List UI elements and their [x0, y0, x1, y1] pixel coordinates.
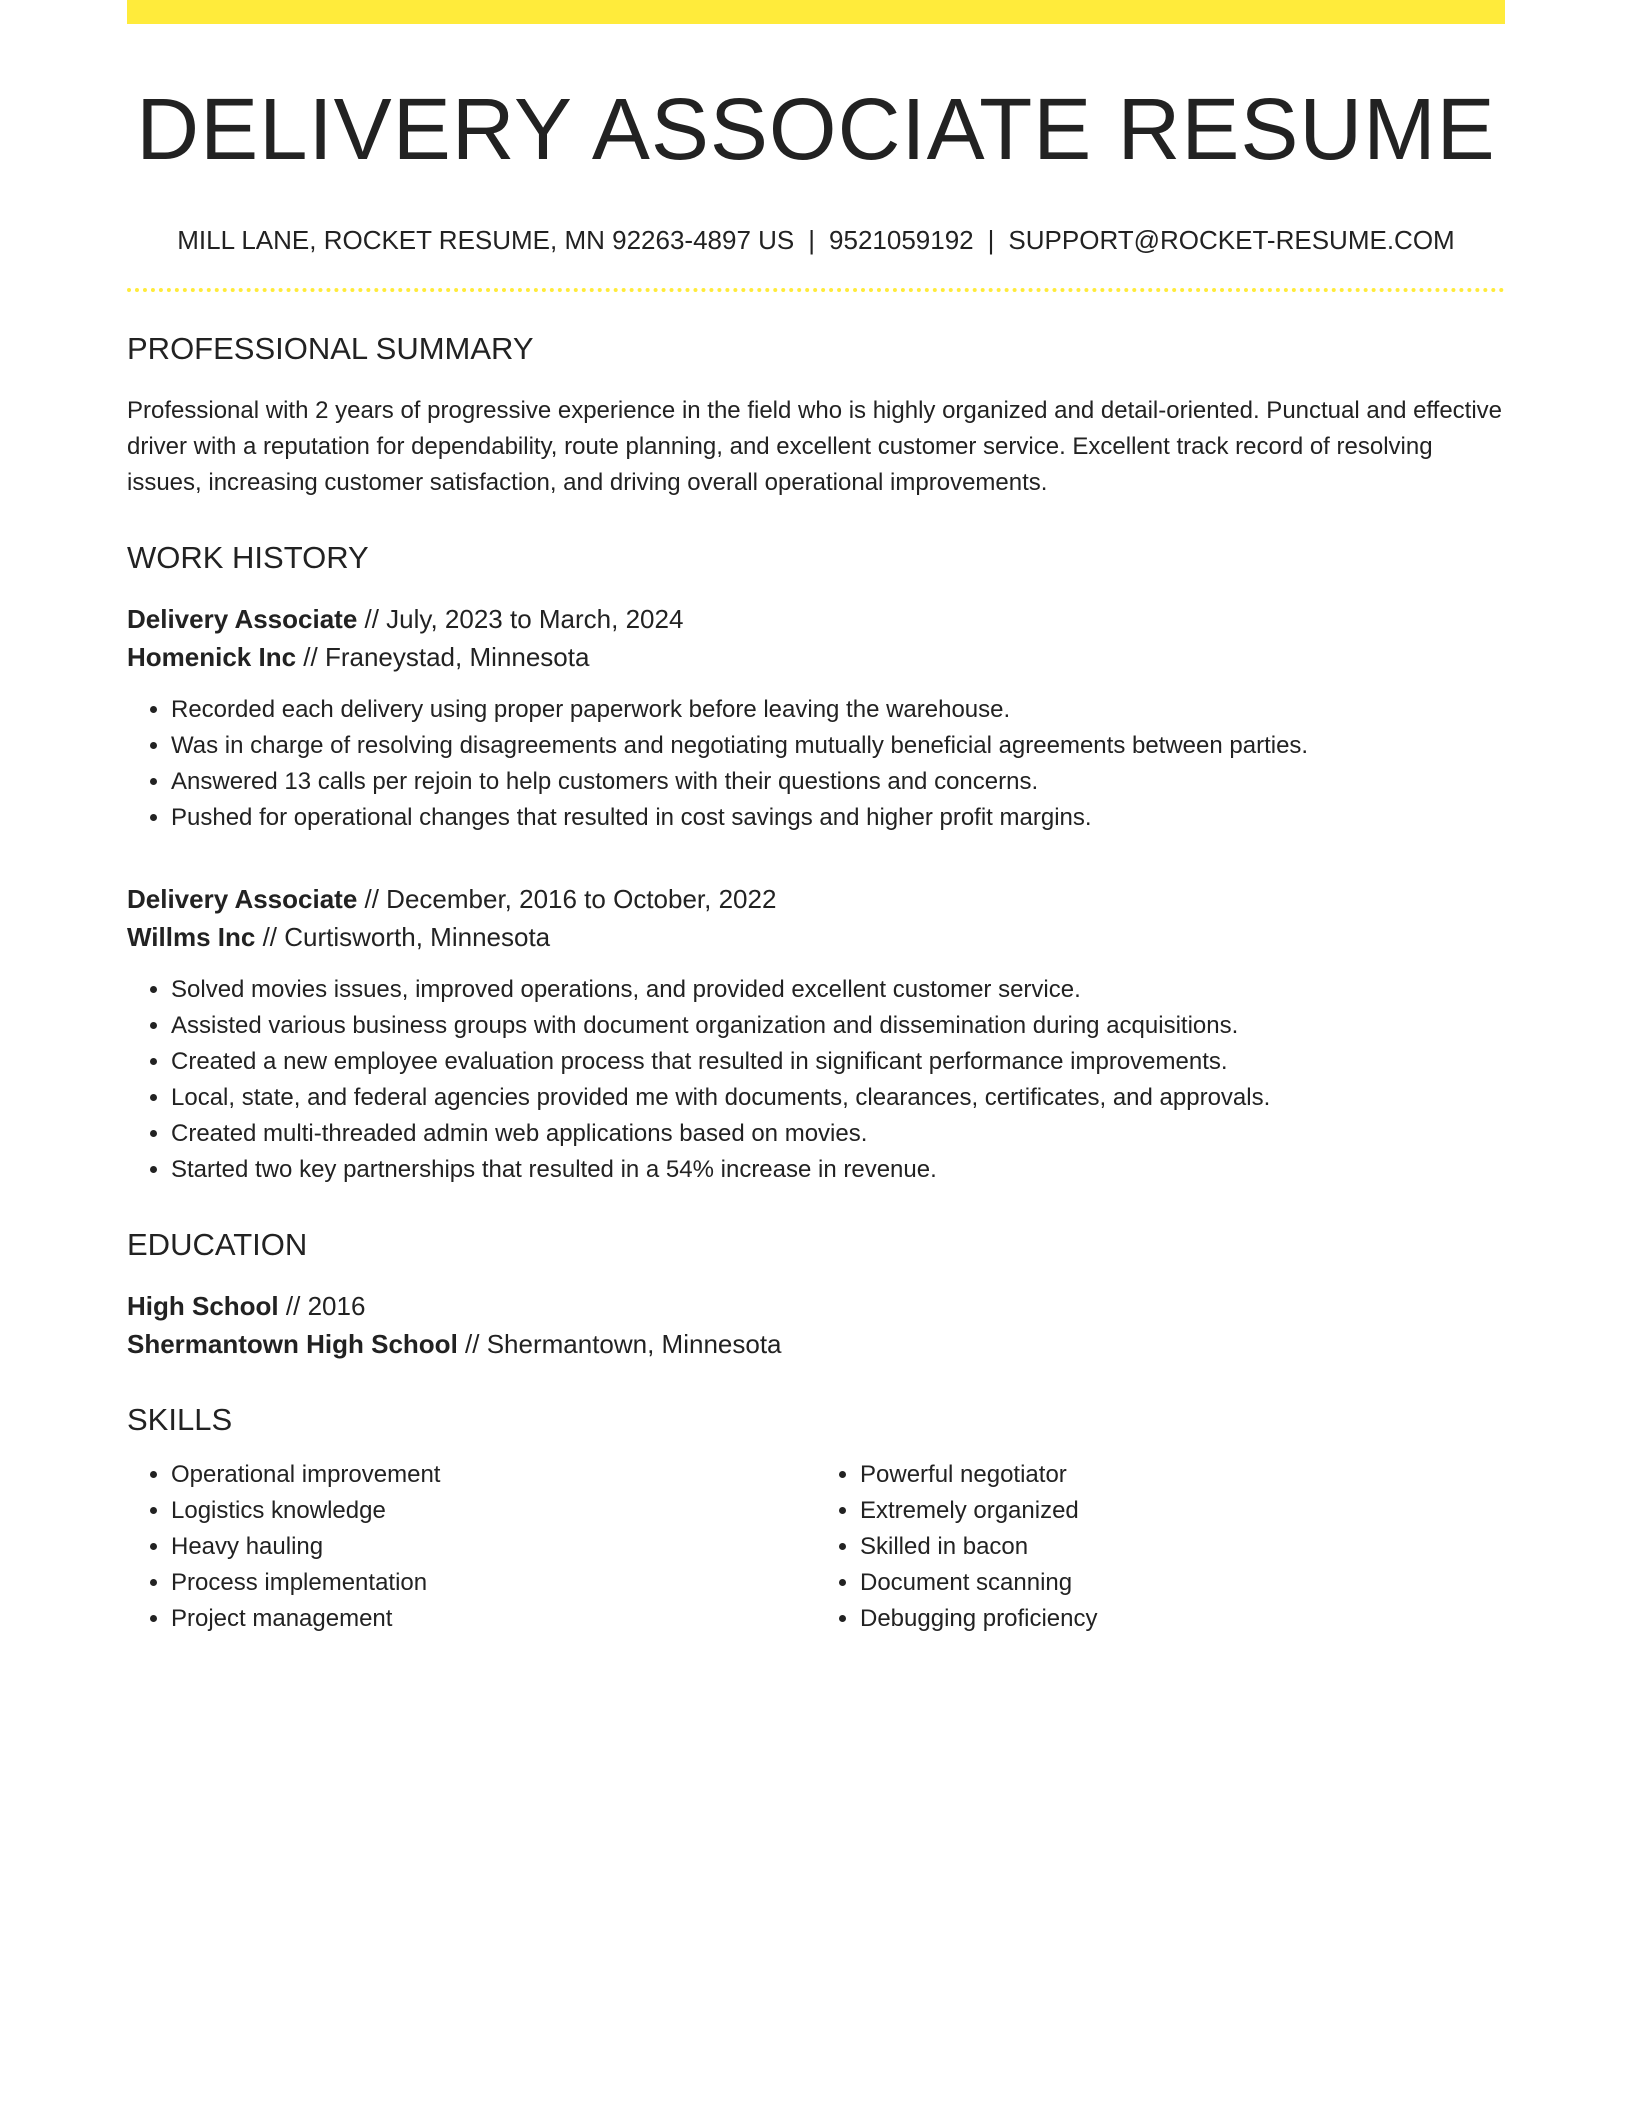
resume-page	[127, 0, 1505, 1637]
contact-separator: |	[808, 225, 816, 256]
education-degree: High School	[127, 1291, 279, 1322]
summary-text: Professional with 2 years of progressive experience in the field who is highly organized and detail-oriented. Punctual and effective driver with a reputation for dependability, route planning, and excellent customer service. Excellent track record of resolving issues, increasing customer satisfaction, and driving overall operational improvements.	[127, 397, 1503, 497]
work-history-heading: WORK HISTORY	[127, 540, 369, 576]
job-dates: // December, 2016 to October, 2022	[357, 884, 777, 915]
skills-grid	[127, 1457, 1505, 1637]
job-bullet: • Recorded each delivery using proper paperwork before leaving the warehouse.	[171, 692, 1505, 728]
job-location: // Curtisworth, Minnesota	[255, 922, 551, 953]
job-bullet: • Started two key partnerships that resulted in a 54% increase in revenue.	[171, 1152, 1505, 1188]
dotted-divider	[127, 288, 1505, 292]
accent-top-bar	[127, 0, 1505, 24]
job-company: Willms Inc	[127, 922, 256, 953]
education-degree-line	[127, 1287, 1505, 1325]
job-title: Delivery Associate	[127, 884, 358, 915]
skills-heading: SKILLS	[127, 1402, 233, 1438]
job-company-line	[127, 638, 1505, 676]
skills-column-left	[127, 1457, 816, 1637]
job-entry	[127, 880, 1505, 1188]
skills-column-right	[816, 1457, 1505, 1637]
education-location: // Shermantown, Minnesota	[457, 1329, 782, 1360]
resume-title: DELIVERY ASSOCIATE RESUME	[136, 81, 1496, 178]
contact-line	[127, 224, 1505, 258]
education-entry	[127, 1287, 1505, 1363]
job-title: Delivery Associate	[127, 604, 358, 635]
skill-item: • Operational improvement	[171, 1457, 816, 1493]
education-year: // 2016	[278, 1291, 366, 1322]
skill-item: • Heavy hauling	[171, 1529, 816, 1565]
skill-item: • Skilled in bacon	[860, 1529, 1505, 1565]
contact-phone: 9521059192	[829, 225, 974, 256]
skill-item: • Extremely organized	[860, 1493, 1505, 1529]
job-bullets	[127, 972, 1505, 1188]
job-bullets	[127, 692, 1505, 836]
job-entry	[127, 600, 1505, 836]
skill-item: • Process implementation	[171, 1565, 816, 1601]
skill-item: • Powerful negotiator	[860, 1457, 1505, 1493]
job-company: Homenick Inc	[127, 642, 297, 673]
job-location: // Franeystad, Minnesota	[296, 642, 590, 673]
education-heading: EDUCATION	[127, 1227, 308, 1263]
job-bullet: • Pushed for operational changes that resulted in cost savings and higher profit margins.	[171, 800, 1505, 836]
job-bullet: • Created multi-threaded admin web applications based on movies.	[171, 1116, 1505, 1152]
skill-item: • Project management	[171, 1601, 816, 1637]
job-company-line	[127, 918, 1505, 956]
skill-item: • Logistics knowledge	[171, 1493, 816, 1529]
job-title-line	[127, 600, 1505, 638]
contact-separator: |	[987, 225, 995, 256]
education-school: Shermantown High School	[127, 1329, 458, 1360]
contact-email: SUPPORT@ROCKET-RESUME.COM	[1008, 225, 1455, 256]
job-dates: // July, 2023 to March, 2024	[357, 604, 684, 635]
job-title-line	[127, 880, 1505, 918]
summary-heading: PROFESSIONAL SUMMARY	[127, 330, 534, 366]
job-bullet: • Created a new employee evaluation process that resulted in significant performance improvements.	[171, 1044, 1505, 1080]
education-school-line	[127, 1325, 1505, 1363]
job-bullet: • Local, state, and federal agencies provided me with documents, clearances, certificates, and approvals.	[171, 1080, 1505, 1116]
contact-address: MILL LANE, ROCKET RESUME, MN 92263-4897 US	[177, 225, 795, 256]
skill-item: • Document scanning	[860, 1565, 1505, 1601]
job-bullet: • Assisted various business groups with document organization and dissemination during acquisitions.	[171, 1008, 1505, 1044]
job-bullet: • Answered 13 calls per rejoin to help customers with their questions and concerns.	[171, 764, 1505, 800]
job-bullet: • Solved movies issues, improved operations, and provided excellent customer service.	[171, 972, 1505, 1008]
skill-item: • Debugging proficiency	[860, 1601, 1505, 1637]
job-bullet: • Was in charge of resolving disagreements and negotiating mutually beneficial agreements between parties.	[171, 728, 1505, 764]
